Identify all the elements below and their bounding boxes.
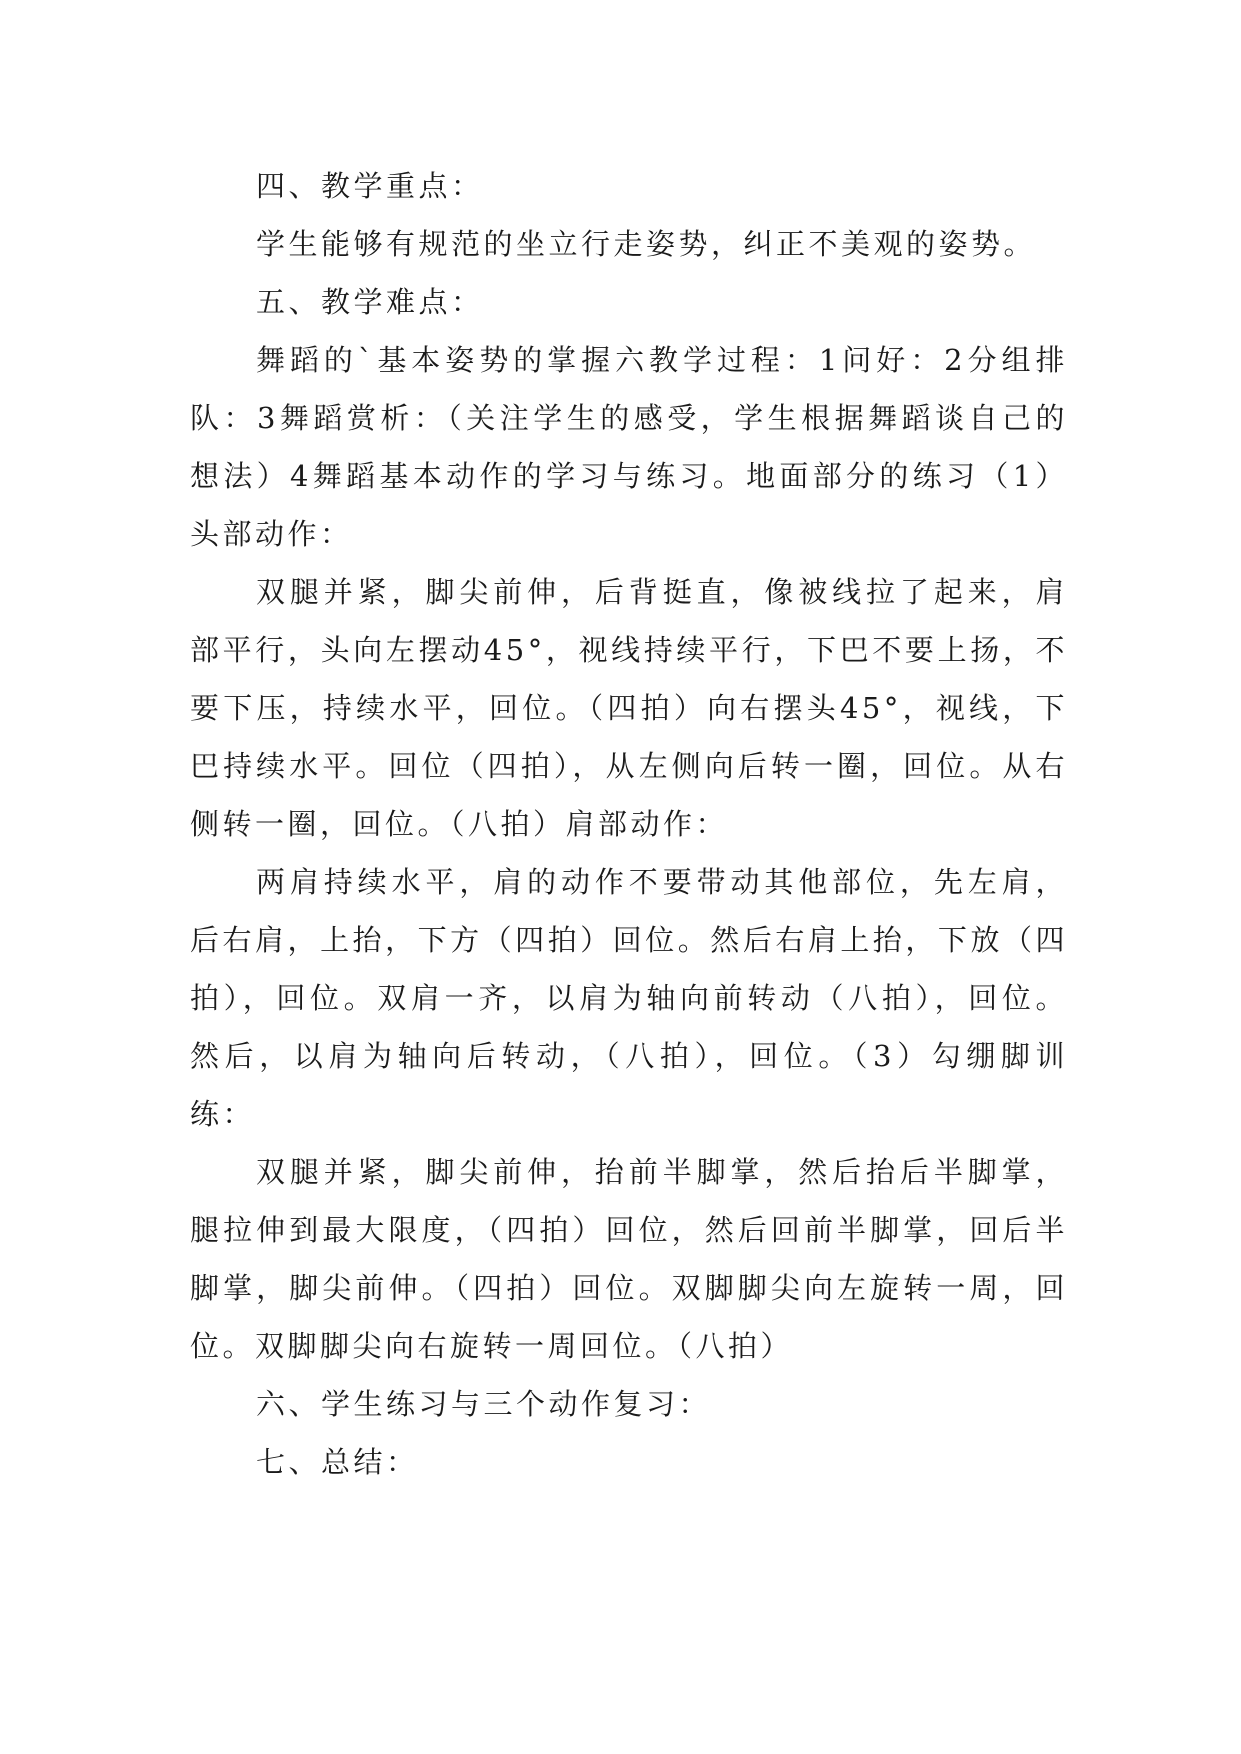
heading-student-practice: 六、学生练习与三个动作复习： xyxy=(256,1387,712,1421)
paragraph-head-movement: 双腿并紧，脚尖前伸，后背挺直，像被线拉了起来，肩部平行，头向左摆动45°，视线持续平行，下巴不要上扬，不要下压，持续水平，回位。（四拍）向右摆头45°，视线，下巴持续水平。回位（四拍），从左侧向后转一圈，回位。从右侧转一圈，回位。（八拍）肩部动作： xyxy=(190,575,1068,841)
heading-teaching-focus: 四、教学重点： xyxy=(256,169,484,203)
heading-summary: 七、总结： xyxy=(256,1445,419,1479)
heading-teaching-difficulty: 五、教学难点： xyxy=(256,285,484,319)
paragraph-foot-training: 双腿并紧，脚尖前伸，抬前半脚掌，然后抬后半脚掌，腿拉伸到最大限度，（四拍）回位，然后回前半脚掌，回后半脚掌，脚尖前伸。（四拍）回位。双脚脚尖向左旋转一周，回位。双脚脚尖向右旋转一周回位。（八拍） xyxy=(190,1155,1068,1363)
paragraph-shoulder-movement: 两肩持续水平，肩的动作不要带动其他部位，先左肩，后右肩，上抬，下方（四拍）回位。然后右肩上抬，下放（四拍），回位。双肩一齐，以肩为轴向前转动（八拍），回位。然后，以肩为轴向后转动，（八拍），回位。（3）勾绷脚训练： xyxy=(190,865,1068,1131)
paragraph-teaching-process: 舞蹈的`基本姿势的掌握六教学过程：1问好：2分组排队：3舞蹈赏析：（关注学生的感受，学生根据舞蹈谈自己的想法）4舞蹈基本动作的学习与练习。地面部分的练习（1）头部动作： xyxy=(190,343,1068,551)
document-body xyxy=(190,157,1068,1491)
paragraph-teaching-focus: 学生能够有规范的坐立行走姿势，纠正不美观的姿势。 xyxy=(256,227,1037,261)
